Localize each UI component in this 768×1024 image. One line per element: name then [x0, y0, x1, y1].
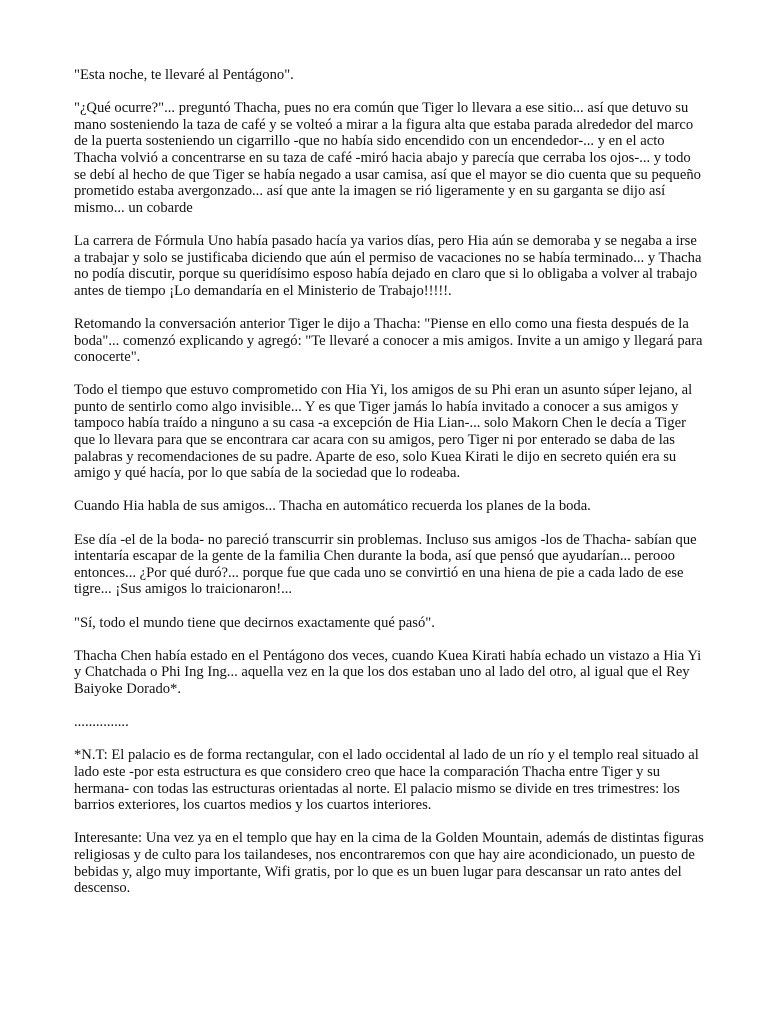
- paragraph-wedding-day: Ese día -el de la boda- no pareció transcurrir sin problemas. Incluso sus amigos -los de Thacha- sabían que intentaría escapar de la gente de la familia Chen durante la boda, así que pensó que ayudarían... perooo entonces... ¿Por qué duró?... porque fue que cada uno se convirtió en una hiena de pie a cada lado de ese tigre... ¡Sus amigos lo traicionaron!...: [74, 531, 697, 598]
- paragraph-opening-quote: "Esta noche, te llevaré al Pentágono".: [74, 67, 294, 83]
- paragraph-conversation: Retomando la conversación anterior Tiger le dijo a Thacha: "Piense en ello como una fiesta después de la boda"... comenzó explicando y agregó: "Te llevaré a conocer a mis amigos. Invite a un amigo y llegará para conocerte".: [74, 315, 703, 366]
- paragraph-wedding-plans: Cuando Hia habla de sus amigos... Thacha en automático recuerda los planes de la boda.: [74, 498, 591, 515]
- paragraph-translator-note: *N.T: El palacio es de forma rectangular, con el lado occidental al lado de un río y el templo real situado al lado este -por esta estructura es que considero creo que hace la comparación Thacha entre Tiger y su hermana- con todas las estructuras orientadas al norte. El palacio mismo se divide en tres trimestres: los barrios exteriores, los cuartos medios y los cuartos interiores.: [74, 747, 699, 814]
- paragraph-everyone-quote: "Sí, todo el mundo tiene que decirnos exactamente qué pasó".: [74, 614, 435, 631]
- paragraph-friends: Todo el tiempo que estuvo comprometido con Hia Yi, los amigos de su Phi eran un asunto súper lejano, al punto de sentirlo como algo invisible... Y es que Tiger jamás lo había invitado a conocer a sus amigos y tampoco había traído a ninguno a su casa -a excepción de Hia Lian-... solo Makorn Chen le decía a Tiger que lo llevara para que se encontrara car acara con su amigos, pero Tiger ni por enterado se daba de las palabras y recomendaciones de su padre. Aparte de eso, solo Kuea Kirati le dijo en secreto quién era su amigo y qué hacía, por lo que sabía de la sociedad que lo rodeaba.: [74, 382, 693, 482]
- paragraph-thacha-question: "¿Qué ocurre?"... preguntó Thacha, pues no era común que Tiger lo llevara a ese sitio... así que detuvo su mano sosteniendo la taza de café y se volteó a mirar a la figura alta que estaba parada alrededor del marco de la puerta sosteniendo un cigarrillo -que no había sido encendido con un encendedor-... y en el acto Thacha volvió a concentrarse en su taza de café -miró hacia abajo y parecía que cerraba los ojos-... y todo se debí al hecho de que Tiger se había negado a usar camisa, así que el mayor se dio cuenta que su pequeño prometido estaba avergonzado... así que ante la imagen se rió ligeramente y en su garganta se dijo así mismo... un cobarde: [74, 100, 701, 216]
- document-body: [74, 67, 706, 913]
- paragraph-formula-one: La carrera de Fórmula Uno había pasado hacía ya varios días, pero Hia aún se demoraba y se negaba a irse a trabajar y solo se justificaba diciendo que aún el permiso de vacaciones no se había terminado... y Thacha no podía discutir, porque su queridísimo esposo había dejado en claro que si lo obligaba a volver al trabajo antes de tiempo ¡Lo demandaría en el Ministerio de Trabajo!!!!!.: [74, 232, 702, 299]
- paragraph-pentagon-visits: Thacha Chen había estado en el Pentágono dos veces, cuando Kuea Kirati había echado un vistazo a Hia Yi y Chatchada o Phi Ing Ing... aquella vez en la que los dos estaban uno al lado del otro, al igual que el Rey Baiyoke Dorado*.: [74, 647, 702, 697]
- paragraph-separator: ...............: [74, 714, 129, 731]
- paragraph-interesting-note: Interesante: Una vez ya en el templo que hay en la cima de la Golden Mountain, además de distintas figuras religiosas y de culto para los tailandeses, nos encontraremos con que hay aire acondicionado, un puesto de bebidas y, algo muy importante, Wifi gratis, por lo que es un buen lugar para descansar un rato antes del descenso.: [74, 830, 704, 897]
